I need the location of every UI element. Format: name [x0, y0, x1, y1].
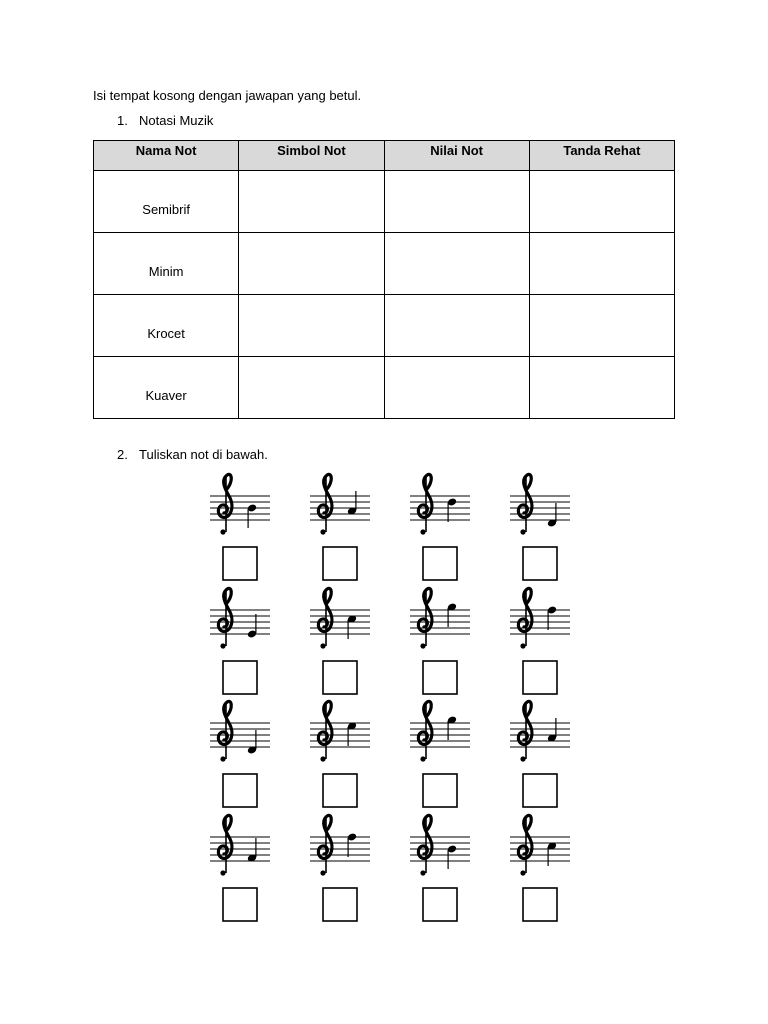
treble-clef-icon: [518, 701, 532, 761]
note-exercise-item: [410, 815, 470, 921]
header-simbol-not: Simbol Not: [239, 141, 384, 171]
treble-clef-icon: [218, 701, 232, 761]
note-exercise-item: [210, 588, 270, 694]
answer-box[interactable]: [323, 888, 357, 921]
note-exercise-item: [310, 815, 370, 921]
answer-box[interactable]: [423, 661, 457, 694]
answer-box[interactable]: [423, 547, 457, 580]
question-2-title: Tuliskan not di bawah.: [139, 447, 268, 462]
answer-box[interactable]: [323, 774, 357, 807]
note-exercise-item: [410, 588, 470, 694]
answer-box[interactable]: [523, 661, 557, 694]
treble-clef-icon: [218, 815, 232, 875]
note-exercise-item: [510, 474, 570, 580]
note-exercise-item: [210, 815, 270, 921]
answer-box[interactable]: [223, 888, 257, 921]
header-nilai-not: Nilai Not: [384, 141, 529, 171]
treble-clef-icon: [518, 815, 532, 875]
treble-clef-icon: [318, 815, 332, 875]
treble-clef-icon: [218, 474, 232, 534]
header-tanda-rehat: Tanda Rehat: [529, 141, 674, 171]
note-exercise-item: [210, 701, 270, 807]
row-name-semibrif: Semibrif: [94, 171, 239, 233]
note-exercise-item: [410, 701, 470, 807]
treble-clef-icon: [418, 815, 432, 875]
treble-clef-icon: [318, 588, 332, 648]
treble-clef-icon: [418, 474, 432, 534]
treble-clef-icon: [418, 701, 432, 761]
treble-clef-icon: [518, 474, 532, 534]
question-2-number: 2.: [117, 447, 128, 462]
question-1-title: Notasi Muzik: [139, 113, 214, 128]
question-1-number: 1.: [117, 113, 128, 128]
treble-clef-icon: [518, 588, 532, 648]
answer-box[interactable]: [223, 661, 257, 694]
instruction-text: Isi tempat kosong dengan jawapan yang betul.: [93, 88, 362, 103]
answer-box[interactable]: [523, 547, 557, 580]
answer-box[interactable]: [223, 774, 257, 807]
row-name-minim: Minim: [94, 233, 239, 295]
row-name-krocet: Krocet: [94, 295, 239, 357]
answer-box[interactable]: [423, 774, 457, 807]
answer-box[interactable]: [423, 888, 457, 921]
treble-clef-icon: [318, 474, 332, 534]
row-name-kuaver: Kuaver: [94, 357, 239, 419]
answer-box[interactable]: [223, 547, 257, 580]
note-exercise-item: [310, 474, 370, 580]
header-nama-not: Nama Not: [94, 141, 239, 171]
treble-clef-icon: [318, 701, 332, 761]
note-exercise-item: [310, 588, 370, 694]
note-exercise-item: [510, 815, 570, 921]
answer-box[interactable]: [323, 547, 357, 580]
answer-box[interactable]: [323, 661, 357, 694]
treble-clef-icon: [418, 588, 432, 648]
treble-clef-icon: [218, 588, 232, 648]
note-exercise-item: [210, 474, 270, 580]
answer-box[interactable]: [523, 774, 557, 807]
note-exercise-item: [510, 701, 570, 807]
answer-box[interactable]: [523, 888, 557, 921]
note-exercise-item: [510, 588, 570, 694]
note-exercise-item: [310, 701, 370, 807]
note-exercise-item: [410, 474, 470, 580]
